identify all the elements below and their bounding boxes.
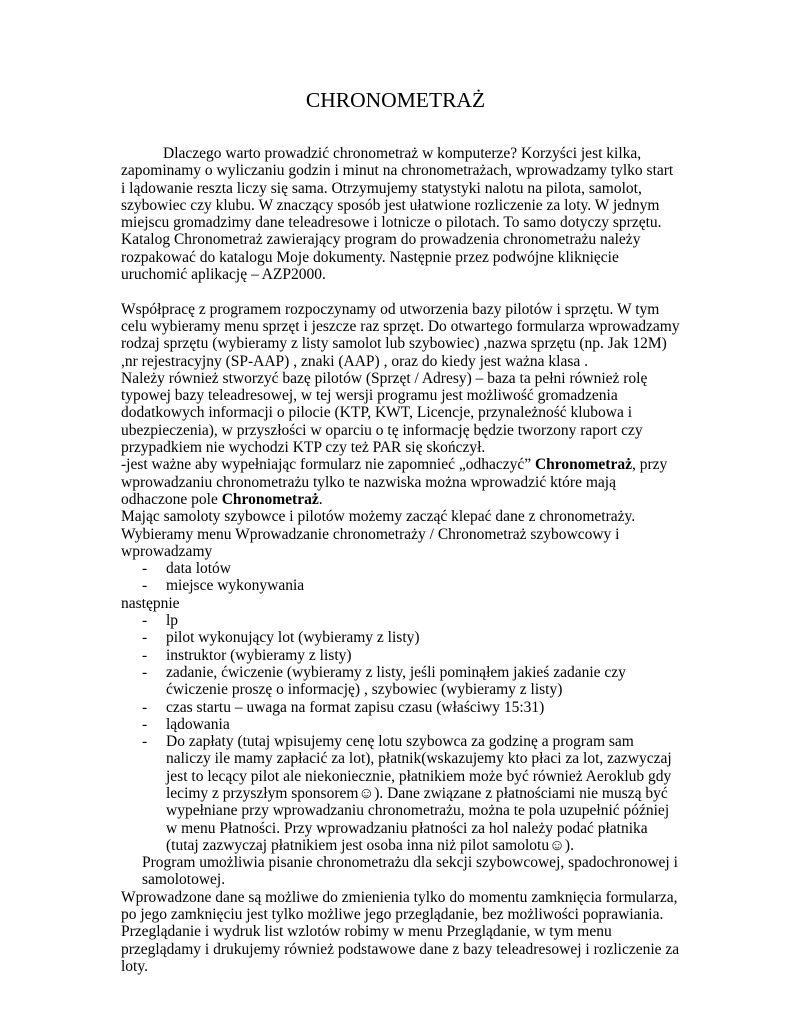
dash-marker: -: [142, 698, 148, 716]
dash-marker: -: [142, 715, 148, 733]
list-item: [121, 664, 681, 699]
list-item: [121, 733, 681, 854]
list-flight-fields: [121, 612, 681, 854]
list-item-text: lp: [166, 612, 179, 630]
paragraph-editing: Wprowadzone dane są możliwe do zmienienia tylko do momentu zamknięcia formularza, po jego zamknięciu jest tylko możliwe jego przeglądanie, bez możliwości poprawiania.: [121, 888, 678, 924]
dash-marker: -: [142, 560, 148, 578]
paragraph-start-entry: Mając samoloty szybowce i pilotów możemy zacząć klepać dane z chronometraży.: [121, 508, 636, 526]
list-item: [121, 612, 681, 629]
list-item: [121, 560, 681, 577]
dash-marker: -: [142, 646, 148, 664]
paragraph-install: Katalog Chronometraż zawierający program do prowadzenia chronometrażu należy rozpakować do katalogu Moje dokumenty. Następnie przez podwójne kliknięcie uruchomić aplikację – AZP2000.: [121, 231, 641, 284]
list-item-text: data lotów: [166, 560, 231, 578]
blank-line: [121, 283, 681, 300]
note-bold-chronometraz-2: Chronometraż: [221, 490, 319, 508]
list-item: [121, 716, 681, 733]
list-item-text: miejsce wykonywania: [166, 577, 305, 595]
note-text-a: -jest ważne aby wypełniając formularz nie zapomnieć „odhaczyć”: [121, 456, 535, 474]
dash-marker: -: [142, 629, 148, 647]
dash-marker: -: [142, 733, 148, 751]
list-item: [121, 699, 681, 716]
dash-marker: -: [142, 577, 148, 595]
paragraph-pilots: Należy również stworzyć bazę pilotów (Sprzęt / Adresy) – baza ta pełni również rolę typowej bazy teleadresowej, w tej wersji programu jest możliwość gromadzenia dodatkowych informacji o pilocie (KTP, KWT, Licencje, przynależność klubowa i ubezpieczenia), w przyszłości w oparciu o tę informację będzie tworzony raport czy przypadkiem nie wychodzi KTP czy też PAR się skończył.: [121, 369, 648, 457]
note-text-c: , przy wprowadzaniu chronometrażu tylko te nazwiska można wprowadzić które mają odhaczone pole: [121, 456, 668, 508]
paragraph-intro: Dlaczego warto prowadzić chronometraż w komputerze? Korzyści jest kilka, zapominamy o wyliczaniu godzin i minut na chronometrażach, wprowadzamy tylko start i lądowanie reszta liczy się sama. Otrzymujemy statystyki nalotu na pilota, samolot, szybowiec czy klubu. W znaczący sposób jest ułatwione rozliczenie za loty. W jednym miejscu gromadzimy dane teleadresowe i lotnicze o pilotach. To samo dotyczy sprzętu.: [121, 145, 674, 232]
dash-marker: -: [142, 663, 148, 681]
label-next: następnie: [121, 594, 180, 612]
paragraph-checkbox-note: [121, 456, 681, 508]
paragraph-equipment: Współpracę z programem rozpoczynamy od utworzenia bazy pilotów i sprzętu. W tym celu wybieramy menu sprzęt i jeszcze raz sprzęt. Do otwartego formularza wprowadzamy rodzaj sprzętu (wybieramy z listy samolot lub szybowiec) ,nazwa sprzętu (np. Jak 12M) ,nr rejestracyjny (SP-AAP) , znaki (AAP) , oraz do kiedy jest ważna klasa .: [121, 300, 680, 370]
list-item-text: zadanie, ćwiczenie (wybieramy z listy, jeśli pominąłem jakieś zadanie czy ćwiczenie proszę o informację) , szybowiec (wybieramy z listy): [166, 663, 626, 699]
page-title: CHRONOMETRAŻ: [305, 88, 486, 112]
list-header-fields: [121, 560, 681, 595]
list-item-text: instruktor (wybieramy z listy): [166, 646, 352, 664]
paragraph-sections: Program umożliwia pisanie chronometrażu dla sekcji szybowcowej, spadochronowej i samolotowej.: [142, 854, 678, 889]
paragraph-menu-path: Wybieramy menu Wprowadzanie chronometraży / Chronometraż szybowcowy i wprowadzamy: [121, 525, 620, 560]
list-item-text: lądowania: [166, 715, 230, 733]
list-item: [121, 647, 681, 664]
list-item: [121, 629, 681, 646]
paragraph-browsing: Przeglądanie i wydruk list wzlotów robimy w menu Przeglądanie, w tym menu przeglądamy i drukujemy również podstawowe dane z bazy teleadresowej i rozliczenie za loty.: [121, 923, 680, 975]
list-item: [121, 577, 681, 594]
dash-marker: -: [142, 612, 148, 630]
list-item-text: pilot wykonujący lot (wybieramy z listy): [166, 629, 420, 647]
document-body: [121, 145, 681, 975]
list-item-text: Do zapłaty (tutaj wpisujemy cenę lotu szybowca za godzinę a program sam naliczy ile mamy zapłacić za lot), płatnik(wskazujemy kto płaci za lot, zazwyczaj jest to lecący pilot ale niekoniecznie, płatnikiem może być również Aeroklub gdy lecimy z przyszłym sponsorem☺). Dane związane z płatnościami nie muszą być wypełniane przy wprowadzaniu chronometrażu, można te pola uzupełnić później w menu Płatności. Przy wprowadzaniu płatności za hol należy podać płatnika (tutaj zazwyczaj płatnikiem jest osoba inna niż pilot samolotu☺).: [166, 733, 672, 854]
note-bold-chronometraz-1: Chronometraż: [534, 456, 632, 474]
note-text-d: .: [318, 490, 323, 508]
list-item-text: czas startu – uwaga na format zapisu czasu (właściwy 15:31): [166, 698, 545, 716]
